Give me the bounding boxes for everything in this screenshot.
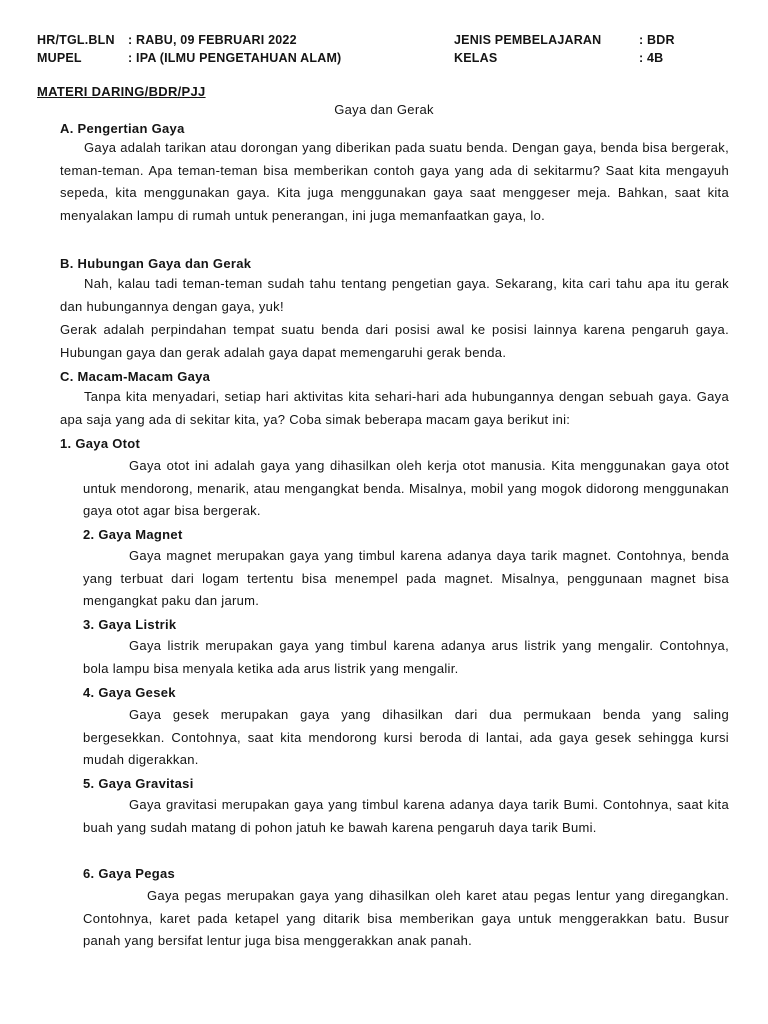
force-1-body: Gaya otot ini adalah gaya yang dihasilkan oleh kerja otot manusia. Kita menggunakan gaya otot untuk mendorong, menarik, atau mengangkat benda. Misalnya, mobil yang mogok didorong menggunakan gaya otot agar bisa bergerak.: [83, 458, 729, 518]
section-c-heading: C. Macam-Macam Gaya: [60, 369, 211, 384]
force-2-body: Gaya magnet merupakan gaya yang timbul karena adanya daya tarik magnet. Contohnya, benda yang terbuat dari logam tertentu bisa menempel pada magnet. Misalnya, penggunaan magnet bisa mengangkat paku dan jarum.: [83, 548, 729, 608]
force-3-body: Gaya listrik merupakan gaya yang timbul karena adanya arus listrik yang mengalir. Contohnya, bola lampu bisa menyala ketika ada arus listrik yang mengalir.: [83, 638, 729, 676]
material-label: MATERI DARING/BDR/PJJ: [37, 84, 206, 99]
force-4-body: Gaya gesek merupakan gaya yang dihasilkan dari dua permukaan benda yang saling bergesekkan. Contohnya, saat kita mendorong kursi beroda di lantai, ada gaya gesek sehingga kursi mudah digerakkan.: [83, 707, 729, 767]
force-6-heading: 6. Gaya Pegas: [83, 866, 176, 881]
learning-type-label: JENIS PEMBELAJARAN: [454, 33, 602, 47]
section-a-body: Gaya adalah tarikan atau dorongan yang diberikan pada suatu benda. Dengan gaya, benda bisa bergerak, teman-teman. Apa teman-teman bisa memberikan contoh gaya yang ada di sekitarmu? Saat kita mengayuh sepeda, kita menggunakan gaya. Kita juga menggunakan gaya saat menggeser meja. Bahkan, saat kita menyalakan lampu di rumah untuk penerangan, ini juga memanfaatkan gaya, lo.: [60, 140, 729, 223]
learning-type-value: : BDR: [639, 33, 675, 47]
date-label: HR/TGL.BLN: [37, 33, 115, 47]
section-c-body: Tanpa kita menyadari, setiap hari aktivitas kita sehari-hari ada hubungannya dengan sebuah gaya. Gaya apa saja yang ada di sekitar kita, ya? Coba simak beberapa macam gaya berikut ini:: [60, 389, 729, 427]
section-b-body-1: Nah, kalau tadi teman-teman sudah tahu tentang pengetian gaya. Sekarang, kita cari tahu apa itu gerak dan hubungannya dengan gaya, yuk!: [60, 276, 729, 314]
class-value: : 4B: [639, 51, 664, 65]
section-b-body-2: Gerak adalah perpindahan tempat suatu benda dari posisi awal ke posisi lainnya karena pengaruh gaya. Hubungan gaya dan gerak adalah gaya dapat memengaruhi gerak benda.: [60, 322, 729, 360]
force-4-heading: 4. Gaya Gesek: [83, 685, 176, 700]
force-3-heading: 3. Gaya Listrik: [83, 617, 177, 632]
force-2-heading: 2. Gaya Magnet: [83, 527, 183, 542]
subject-value: : IPA (ILMU PENGETAHUAN ALAM): [128, 51, 342, 65]
force-5-body: Gaya gravitasi merupakan gaya yang timbul karena adanya daya tarik Bumi. Contohnya, saat kita buah yang sudah matang di pohon jatuh ke bawah karena pengaruh daya tarik Bumi.: [83, 797, 729, 835]
class-label: KELAS: [454, 51, 498, 65]
force-5-heading: 5. Gaya Gravitasi: [83, 776, 194, 791]
date-value: : RABU, 09 FEBRUARI 2022: [128, 33, 297, 47]
section-a-heading: A. Pengertian Gaya: [60, 121, 185, 136]
section-b-heading: B. Hubungan Gaya dan Gerak: [60, 256, 252, 271]
subject-label: MUPEL: [37, 51, 82, 65]
force-6-body: Gaya pegas merupakan gaya yang dihasilkan oleh karet atau pegas lentur yang diregangkan. Contohnya, karet pada ketapel yang ditarik bisa memberikan gaya untuk menggerakkan batu. Busur panah yang bersifat lentur juga bisa menggerakkan anak panah.: [83, 888, 729, 948]
document-title: Gaya dan Gerak: [334, 102, 434, 117]
force-1-heading: 1. Gaya Otot: [60, 436, 141, 451]
